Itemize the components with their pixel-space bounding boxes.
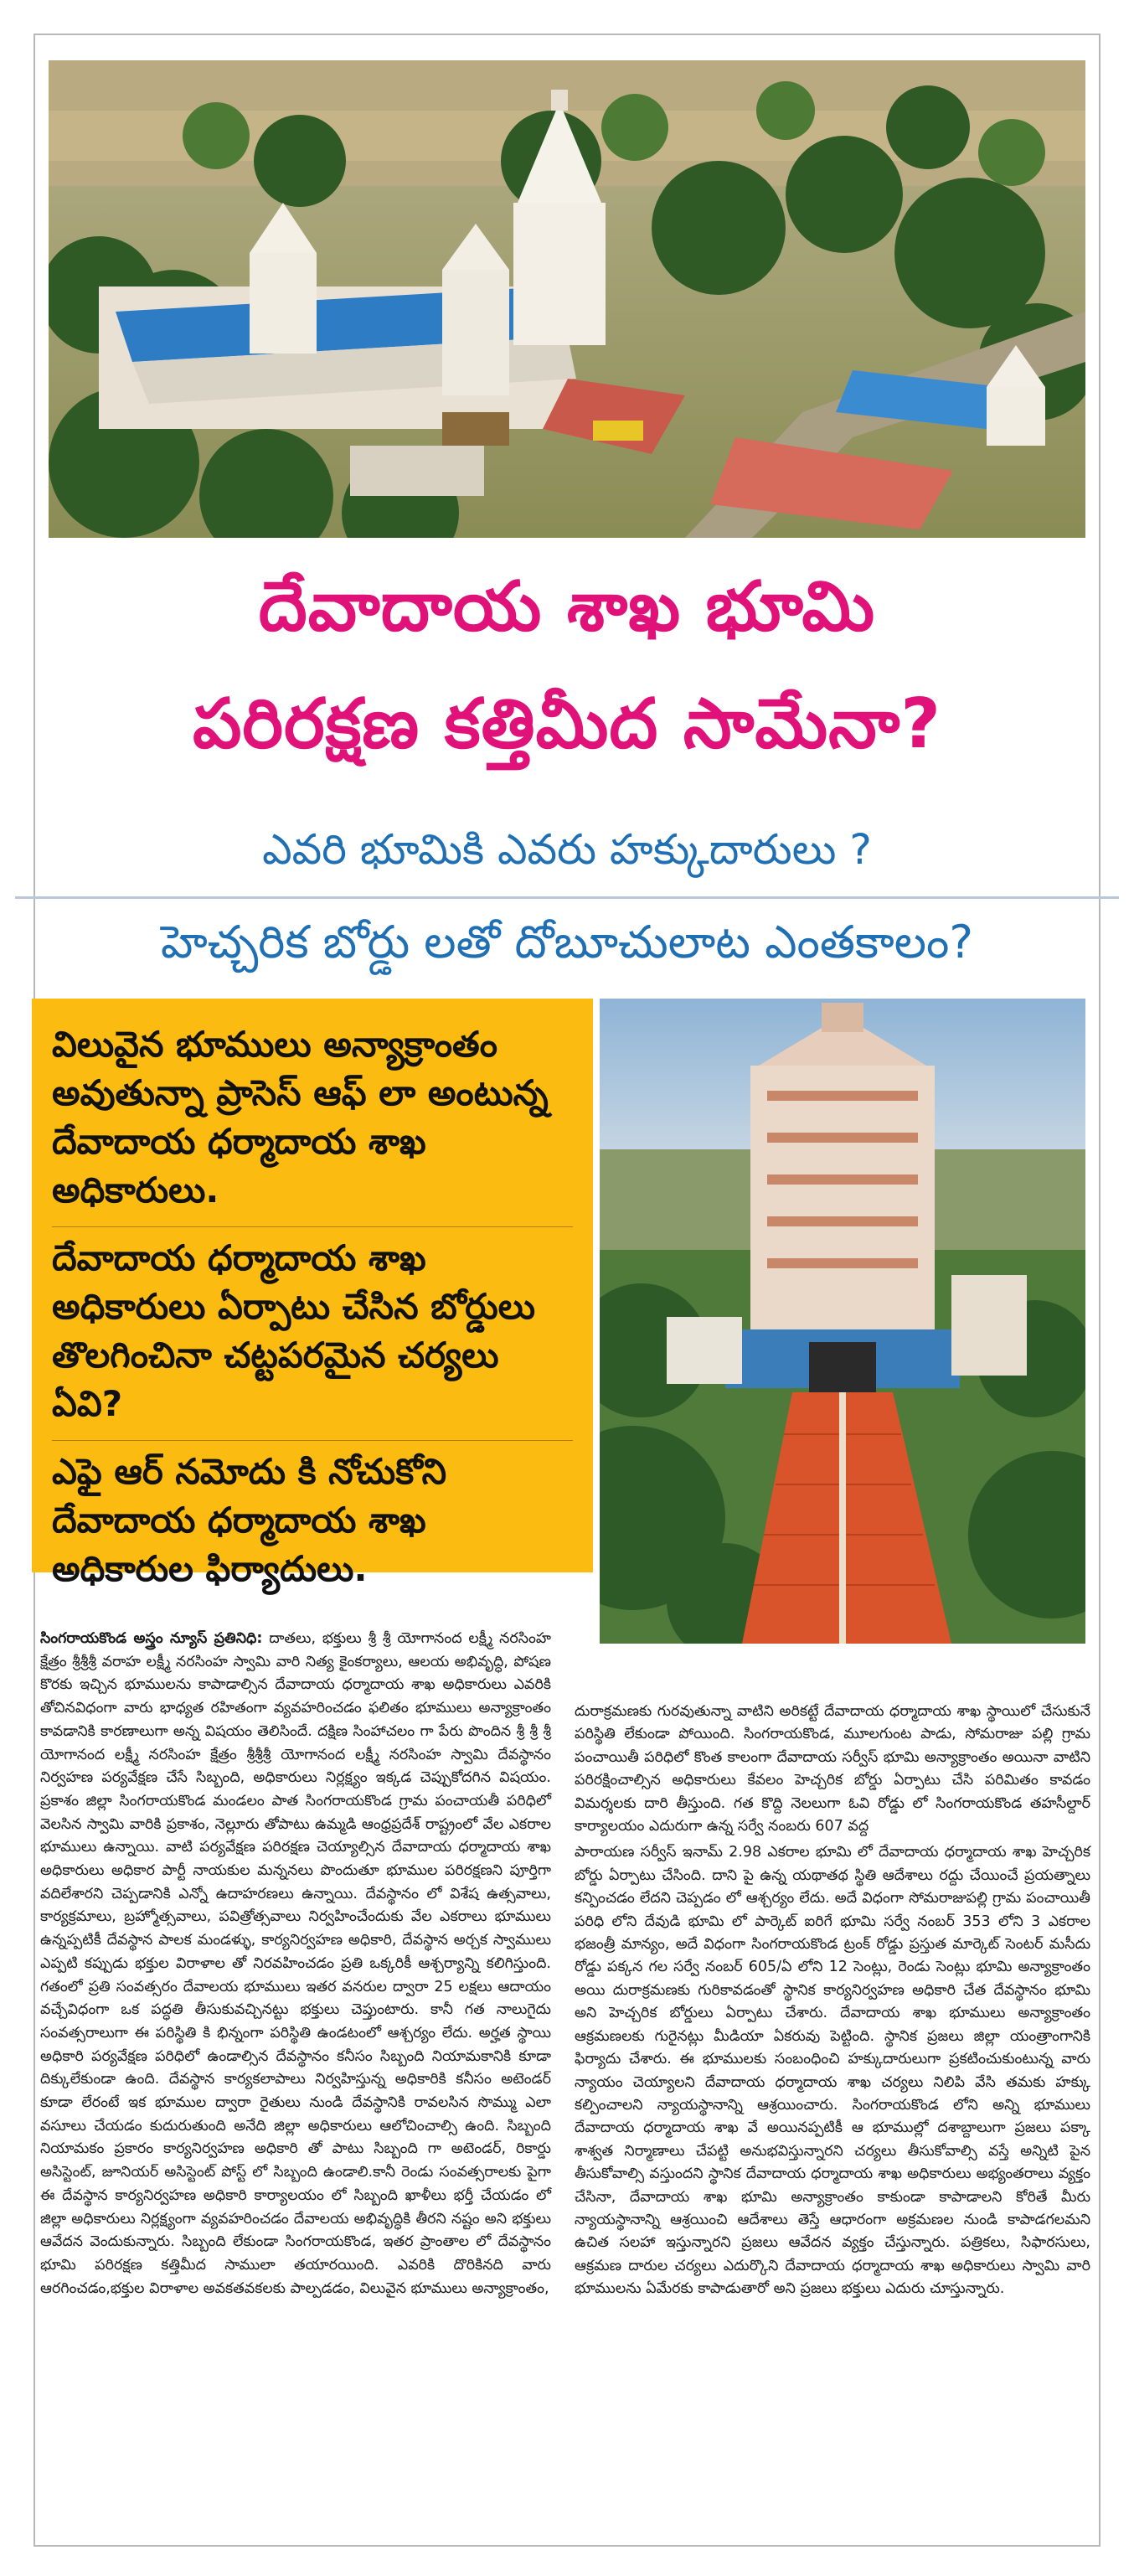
article-paragraph: దాతలు, భక్తులు శ్రీ శ్రీ యోగానంద లక్ష్మీ నరసింహ క్షేత్రం శ్రీశ్రీశ్రీ వరాహ లక్ష్మీ నరసింహ స్వామి వారి నిత్య కైంకర్యాలు, ఆలయ అభివృద్ధి, పోషణ కొరకు ఇచ్చిన భూములను కాపాడాల్సిన దేవాదాయ ధర్మాదాయ శాఖ అధికారులు ఎవరికి తోచినవిధంగా వారు భాధ్యత రహితంగా వ్యవహరించడం ఫలితం భూములు అన్యాక్రాంతం కావడానికి కారణాలుగా అన్న విషయం తెలిసిందే. దక్షిణ సింహాచలం గా పేరు పొందిన శ్రీ శ్రీ శ్రీ యోగానంద లక్ష్మీ నరసింహ క్షేత్రం శ్రీశ్రీశ్రీ యోగానంద లక్ష్మీ నరసింహ స్వామి దేవస్థానం నిర్వహణ పర్యవేక్షణ చేసే సిబ్బంది, అధికారులు నిర్లక్ష్యం ఇక్కడ చెప్పుకోదగిన విషయం. ప్రకాశం జిల్లా సింగరాయకొండ మండలం పాత సింగరాయకొండ గ్రామ పంచాయతీ పరిధిలో వెలసిన స్వామి వారికి ప్రకాశం, నెల్లూరు తోపాటు ఉమ్మడి ఆంధ్రప్రదేశ్ రాష్ట్రంలో వేల ఎకరాల భూములు ఉన్నాయి. వాటి పర్యవేక్షణ పరిరక్షణ చెయ్యాల్సిన దేవాదాయ ధర్మాదాయ శాఖ అధికారులు అధికార పార్టీ నాయకుల మన్ననలు పొందుతూ భూముల పరిరక్షణని పూర్తిగా వదిలేశారని చెప్పడానికి ఎన్నో ఉదాహరణలు ఉన్నాయి. దేవస్థానం లో విశేష ఉత్సవాలు, కార్యక్రమాలు, బ్రహ్మోత్సవాలు, పవిత్రోత్సవాలు నిర్వహించేందుకు వేల ఎకరాలు భూములు ఉన్నప్పటికీ దేవస్థాన పాలక మండళ్ళు, కార్యనిర్వహణ అధికారి, దేవస్థాన అర్చక స్వాములు ఎప్పటి కప్పుడు భక్తుల విరాళాల తో నిరవహించడం ప్రతి ఒక్కరికీ ఆశ్చర్యాన్ని కలిగిస్తుంది. గతంలో ప్రతి సంవత్సరం దేవాలయ భూములు ఇతర వనరుల ద్వారా 25 లక్షలు ఆదాయం వచ్చేవిధంగా ఒక పద్ధతి తీసుకువచ్చినట్టు భక్తులు చెప్తుంటారు. కానీ గత నాలుగైదు సంవత్సరాలుగా ఈ పరిస్థితి కి భిన్నంగా పరిస్థితి ఉండటంలో ఆశ్చర్యం లేదు. అర్హత స్థాయి అధికారి పర్యవేక్షణ పరిధిలో ఉండాల్సిన దేవస్థానం కనీసం సిబ్బంది నియామకానికి కూడా దిక్కులేకుండా ఉంది. దేవస్థాన కార్యకలాపాలు నిర్వహిస్తున్న అధికారికి కనీసం అటెండర్ కూడా లేరంటే ఇక భూముల ద్వారా రైతులు నుండి దేవస్థానికి రావలసిన సొమ్ము ఎలా వసూలు చేయడం కుదురుతుంది అనేది జిల్లా అధికారులు ఆలోచించాల్సి ఉంది. సిబ్బంది నియామకం ప్రకారం కార్యనిర్వహణ అధికారి తో పాటు సిబ్బంది గా అటెండర్, రికార్డు అసిస్టెంట్, జూనియర్ అసిస్టెంట్ పోస్ట్ లో సిబ్బంది ఉండాలి.కానీ రెండు సంవత్సరాలకు పైగా ఈ దేవస్థాన కార్యనిర్వహణ అధికారి కార్యాలయం లో సిబ్బంది ఖాళీలు భర్తీ చేయడం లో జిల్లా అధికారులు నిర్లక్ష్యంగా వ్యవహరించడం దేవాలయ అభివృద్ధికి తీరని నష్టం అని భక్తులు ఆవేదన వెందుకున్నారు. సిబ్బంది లేకుండా సింగరాయకొండ, ఇతర ప్రాంతాల లో దేవస్థానం భూమి పరిరక్షణ కత్తిమీద సాములా తయారయింది. ఎవరికి దొరికినది వారు ఆరగించడం,భక్తుల విరాళాల అవకతవకలకు పాల్పడడం, విలువైన భూములు అన్యాక్రాంతం, (40, 1630, 551, 2297)
highlight-box (32, 999, 593, 1589)
highlight-point: ఎఫై ఆర్ నమోదు కి నోచుకోని దేవాదాయ ధర్మాదాయ శాఖ అధికారుల ఫిర్యాదులు. (52, 1451, 447, 1589)
highlight-point: విలువైన భూములు అన్యాక్రాంతం అవుతున్నా ప్రాసెస్ ఆఫ్ లా అంటున్న దేవాదాయ ధర్మాదాయ శాఖ అధికారులు. (52, 1014, 573, 1227)
article-right-column (575, 1701, 1090, 2555)
temple-aerial-photo (49, 60, 1085, 538)
temple-gopuram-stairs-photo (600, 999, 1085, 1644)
article-left-column (40, 1628, 551, 2558)
headline-line-2: పరిరక్షణ కత్తిమీద సామేనా? (193, 684, 941, 764)
article-paragraph: పారాయణ సర్వీస్ ఇనామ్ 2.98 ఎకరాల భూమి లో దేవాదాయ ధర్మాదాయ శాఖ హెచ్చరిక బోర్డు ఏర్పాటు చేసింది. దాని పై ఉన్న యథాతథ స్థితి ఆదేశాలు రద్దు చేయించే ప్రయత్నాలు కన్పించడం లేదని చెప్పడం లో ఆశ్చర్యం లేదు. అదే విధంగా సోమరాజుపల్లి గ్రామ పంచాయితీ పరిధి లోని దేవుడి భూమి లో పార్కెట్ ఐరిగే భూమి సర్వే నంబర్ 353 లోని 3 ఎకరాల భజంత్రీ మాన్యం, అదే విధంగా సింగరాయకొండ ట్రంక్ రోడ్డు ప్రస్తుత మార్కెట్ సెంటర్ మసీదు రోడ్డు పక్కన గల సర్వే నంబర్ 605/ఏ లోని 12 సెంట్లు, రెండు సెంట్లు భూమి అన్యాక్రాంతం అయి దురాక్రమణకు గురికావడంతో స్థానిక కార్యనిర్వహణ అధికారి చేత దేవస్థానం భూమి అని హెచ్చరిక బోర్డులు ఏర్పాటు చేశారు. దేవాదాయ శాఖ భూములు అన్యాక్రాంతం ఆక్రమణలకు గురైనట్లు మీడియా ఏకరువు పెట్టింది. స్థానిక ప్రజలు జిల్లా యంత్రాంగానికి ఫిర్యాదు చేశారు. ఈ భూములకు సంబంధించి హక్కుదారులుగా ప్రకటించుకుంటున్న వారు న్యాయం చెయ్యాలని దేవాదాయ ధర్మాదాయ శాఖ చర్యలు నిలిపి వేసి తమకు హక్కు కల్పించాలని న్యాయస్థానాన్ని ఆశ్రయించారు. సింగరాయకొండ లోని అన్ని భూములు దేవాదాయ ధర్మాదాయ శాఖ వే అయినప్పటికీ ఆ భూముల్లో దశాబ్దాలుగా ప్రజలు పక్కా శాశ్వత నిర్మాణాలు చేపట్టి అనుభవిస్తున్నారని చర్యలు తీసుకోవాల్సి వస్తే అన్నిటి పైన తీసుకోవాల్సి వస్తుందని స్థానిక దేవాదాయ ధర్మాదాయ శాఖ అధికారులు అభ్యంతరాలు వ్యక్తం చేసినా, దేవాదాయ శాఖ భూమి అన్యాక్రాంతం కాకుండా కాపాడాలని కోరితే మీరు న్యాయస్థానాన్ని ఆశ్రయించి ఆదేశాలు తెస్తే ఆధారంగా అక్రమణల నుండి కాపాడగలమని ఉచిత సలహా ఇస్తున్నారని ప్రజలు ఆవేదన వ్యక్తం చేస్తున్నారు. పత్రికలు, సిఫారసులు, ఆక్రమణ దారుల చర్యలు ఎదుర్కొని దేవాదాయ ధర్మాదాయ శాఖ అధికారులు స్వామి వారి భూములను ఏమేరకు కాపాడుతారో అని ప్రజలు భక్తులు ఎదురు చూస్తున్నారు. (575, 1844, 1090, 2298)
highlight-point: దేవాదాయ ధర్మాదాయ శాఖ అధికారులు ఏర్పాటు చేసిన బోర్డులు తొలగించినా చట్టపరమైన చర్యలు ఏవి? (52, 1227, 573, 1441)
article-byline: సింగరాయకొండ అస్త్రం న్యూస్ ప్రతినిధి: (40, 1630, 263, 1647)
subheadline-2: హెచ్చరిక బోర్డు లతో దోబూచులాట ఎంతకాలం? (160, 916, 974, 968)
article-paragraph: దురాక్రమణకు గురవుతున్నా వాటిని అరికట్టే దేవాదాయ ధర్మాదాయ శాఖ స్థాయిలో చేసుకునే పరిస్థితి లేకుండా పోయింది. సింగరాయకొండ, మూలగుంట పాడు, సోమరాజు పల్లి గ్రామ పంచాయితీ పరిధిలో కొంత కాలంగా దేవాదాయ సర్వీస్ భూమి అన్యాక్రాంతం అయినా వాటిని పరిరక్షించాల్సిన అధికారులు కేవలం హెచ్చరిక బోర్డు ఏర్పాటు చేసి పరిమితం కావడం విమర్శలకు దారి తీస్తుంది. గత కొద్ది నెలలుగా ఓవి రోడ్డు లో సింగరాయకొండ తహసీల్దార్ కార్యాలయం ఎదురుగా ఉన్న సర్వే నంబరు 607 వద్ద (575, 1703, 1090, 1835)
divider (15, 896, 1119, 899)
subheadline: ఎవరి భూమికి ఎవరు హక్కుదారులు ? (262, 825, 872, 874)
headline-line-1: దేవాదాయ శాఖ భూమి (258, 567, 876, 647)
